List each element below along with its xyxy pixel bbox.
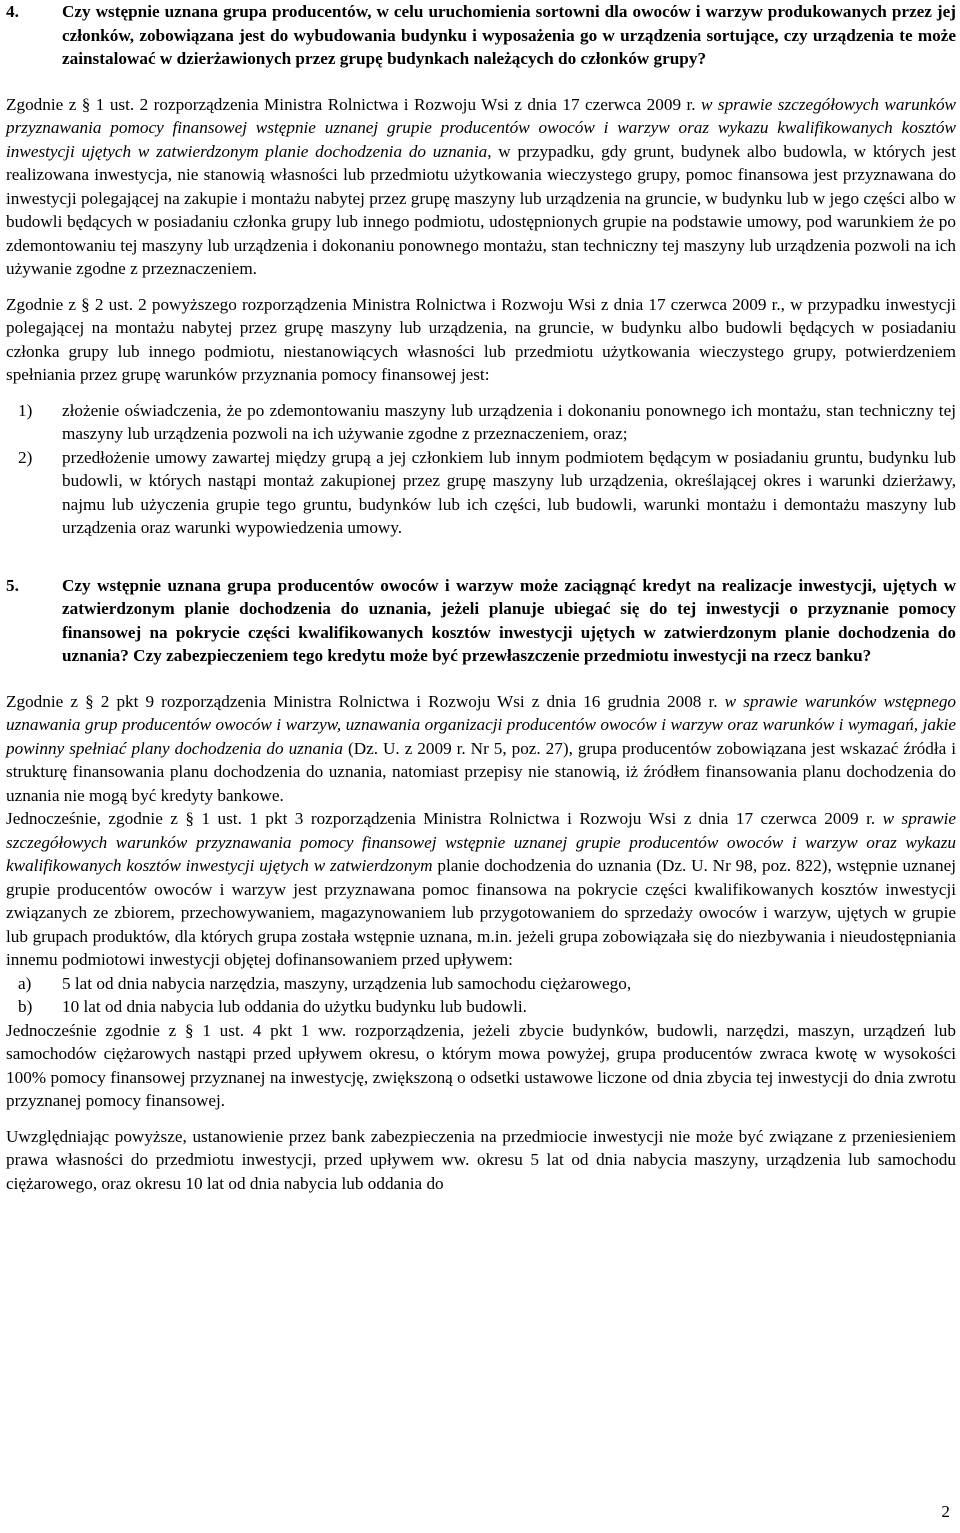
paragraph [6,807,956,972]
list-marker: 1) [18,400,33,420]
paragraph-text: , w przypadku, gdy grunt, budynek albo budowla, w których jest realizowana inwestycja, nie stanowią własności lub przedmiotu użytkowania wieczystego grupy, pomoc finansowa jest przyznawana do inwestycji polegającej na zakupie i montażu nabytej przez grupę maszyny lub urządzenia na gruncie, w budynku lub w jego części albo w budowli będących w posiadaniu członka grupy lub innego podmiotu, udostępnionych grupie na podstawie umowy, pod warunkiem że po zdemontowaniu tej maszyny lub urządzenia i dokonaniu ponownego montażu, stan techniczny tej maszyny lub urządzenia pozwoli na ich używanie zgodne z przeznaczeniem. [6,141,956,278]
paragraph-text: planie dochodzenia do uznania (Dz. U. Nr 98, poz. 822), wstępnie uznanej grupie producentów owoców i warzyw jest przyznawana pomoc finansowa na pokrycie części kwalifikowanych kosztów inwestycji związanych ze zbiorem, przechowywaniem, magazynowaniem lub przygotowaniem do sprzedaży owoców i warzyw, ujętych w grupie lub grupach produktów, dla których grupa została wstępnie uznana, m.in. jeżeli grupa zobowiązała się do niezbywania i nieudostępniania innemu podmiotowi inwestycji objętej dofinansowaniem przed upływem: [6,856,956,969]
paragraph-text: (Dz. U. z 2009 r. Nr 5, poz. 27), grupa producentów zobowiązana jest wskazać źródła i strukturę finansowania planu dochodzenia do uznania, natomiast przepisy nie stanowią, iż źródłem finansowania planu dochodzenia do uznania nie mogą być kredyty bankowe. [6,738,956,805]
paragraph: Uwzględniając powyższe, ustanowienie przez bank zabezpieczenia na przedmiocie inwestycji nie może być związane z przeniesieniem prawa własności do przedmiotu inwestycji, przed upływem ww. okresu 5 lat od dnia nabycia maszyny, urządzenia lub samochodu ciężarowego, oraz okresu 10 lat od dnia nabycia lub oddania do [6,1126,956,1193]
paragraph-intro: Zgodnie z § 2 pkt 9 rozporządzenia Ministra Rolnictwa i Rozwoju Wsi z dnia 16 grudnia 2008 r. [6,691,718,711]
regulation-title: w sprawie szczegółowych warunków przyznawania pomocy finansowej wstępnie uznanej grupie producentów owoców i warzyw oraz wykazu kwalifikowanych kosztów inwestycji ujętych w zatwierdzonym planie dochodzenia do uznania [6,94,957,161]
regulation-title: w sprawie warunków wstępnego uznawania grup producentów owoców i warzyw, uznawania organizacji producentów owoców i warzyw oraz warunków i wymagań, jakie powinny spełniać plany dochodzenia do uznania [6,691,957,758]
document-page [6,0,956,1195]
regulation-title: w sprawie szczegółowych warunków przyznawania pomocy finansowej wstępnie uznanej grupie producentów owoców i warzyw oraz wykazu kwalifikowanych kosztów inwestycji ujętych w zatwierdzonym [6,809,956,875]
question-text: Czy wstępnie uznana grupa producentów, w celu uruchomienia sortowni dla owoców i warzyw produkowanych przez jej członków, zobowiązana jest do wybudowania budynku i wyposażenia go w urządzenia sortujące, czy urządzenia te może zainstalować w dzierżawionych przez grupę budynkach należących do członków grupy? [62,2,956,68]
list-marker: b) [18,997,33,1016]
paragraph [6,690,956,808]
list-item-text: złożenie oświadczenia, że po zdemontowaniu maszyny lub urządzenia i dokonaniu ponownego ich montażu, stan techniczny tej maszyny lub urządzenia pozwoli na ich używanie zgodne z przeznaczeniem, oraz; [62,400,956,443]
list-item-text: 5 lat od dnia nabycia narzędzia, maszyny, urządzenia lub samochodu ciężarowego, [62,973,632,993]
list-item [6,446,956,540]
section-4-question [6,0,956,71]
list-marker: a) [18,973,32,993]
list-item [6,995,956,1019]
question-text: Czy wstępnie uznana grupa producentów owoców i warzyw może zaciągnąć kredyt na realizacje inwestycji, ujętych w zatwierdzonym planie dochodzenia do uznania, jeżeli planuje ubiegać się do tej inwestycji o przyznanie pomocy finansowej na pokrycie części kwalifikowanych kosztów inwestycji ujętych w zatwierdzonym planie dochodzenia do uznania? Czy zabezpieczeniem tego kredytu może być przewłaszczenie przedmiotu inwestycji na rzecz banku? [62,575,956,665]
page-number: 2 [941,1502,950,1521]
list-marker: 2) [18,447,33,467]
paragraph-intro: Zgodnie z § 1 ust. 2 rozporządzenia Ministra Rolnictwa i Rozwoju Wsi z dnia 17 czerwca 2009 r. [6,94,696,114]
conditions-list [6,399,956,540]
section-number: 5. [6,575,19,595]
paragraph-intro: Jednocześnie, zgodnie z § 1 ust. 1 pkt 3 rozporządzenia Ministra Rolnictwa i Rozwoju Wsi z dnia 17 czerwca 2009 r. [6,809,876,828]
section-5-question [6,574,956,668]
paragraph [6,93,956,281]
paragraph: Jednocześnie zgodnie z § 1 ust. 4 pkt 1 ww. rozporządzenia, jeżeli zbycie budynków, budowli, narzędzi, maszyn, urządzeń lub samochodów ciężarowych nastąpi przed upływem okresu, o którym mowa powyżej, grupa producentów zwraca kwotę w wysokości 100% pomocy finansowej przyznanej na inwestycję, zwiększoną o odsetki ustawowe liczone od dnia zbycia tej inwestycji do dnia zwrotu przyznanej pomocy finansowej. [6,1020,956,1110]
list-item-text: 10 lat od dnia nabycia lub oddania do użytku budynku lub budowli. [62,997,527,1016]
list-item-text: przedłożenie umowy zawartej między grupą a jej członkiem lub innym podmiotem będącym w posiadaniu gruntu, budynku lub budowli, w których nastąpi montaż zakupionej przez grupę maszyny lub urządzenia, określającej okres i warunki dzierżawy, najmu lub użyczenia grupie tego gruntu, budynków lub ich części, lub budowli, warunki montażu i demontażu maszyny lub urządzenia oraz warunki wypowiedzenia umowy. [62,447,956,537]
list-item [6,972,956,996]
periods-list [6,972,956,1019]
section-number: 4. [6,2,19,21]
list-item [6,399,956,446]
paragraph: Zgodnie z § 2 ust. 2 powyższego rozporządzenia Ministra Rolnictwa i Rozwoju Wsi z dnia 17 czerwca 2009 r., w przypadku inwestycji polegającej na montażu nabytej przez grupę maszyny lub urządzenia, na gruncie, w budynku albo budowli będących w posiadaniu członka grupy lub innego podmiotu, niestanowiących własności lub przedmiotu użytkowania wieczystego grupy, potwierdzeniem spełniania przez grupę warunków przyznania pomocy finansowej jest: [6,294,956,384]
